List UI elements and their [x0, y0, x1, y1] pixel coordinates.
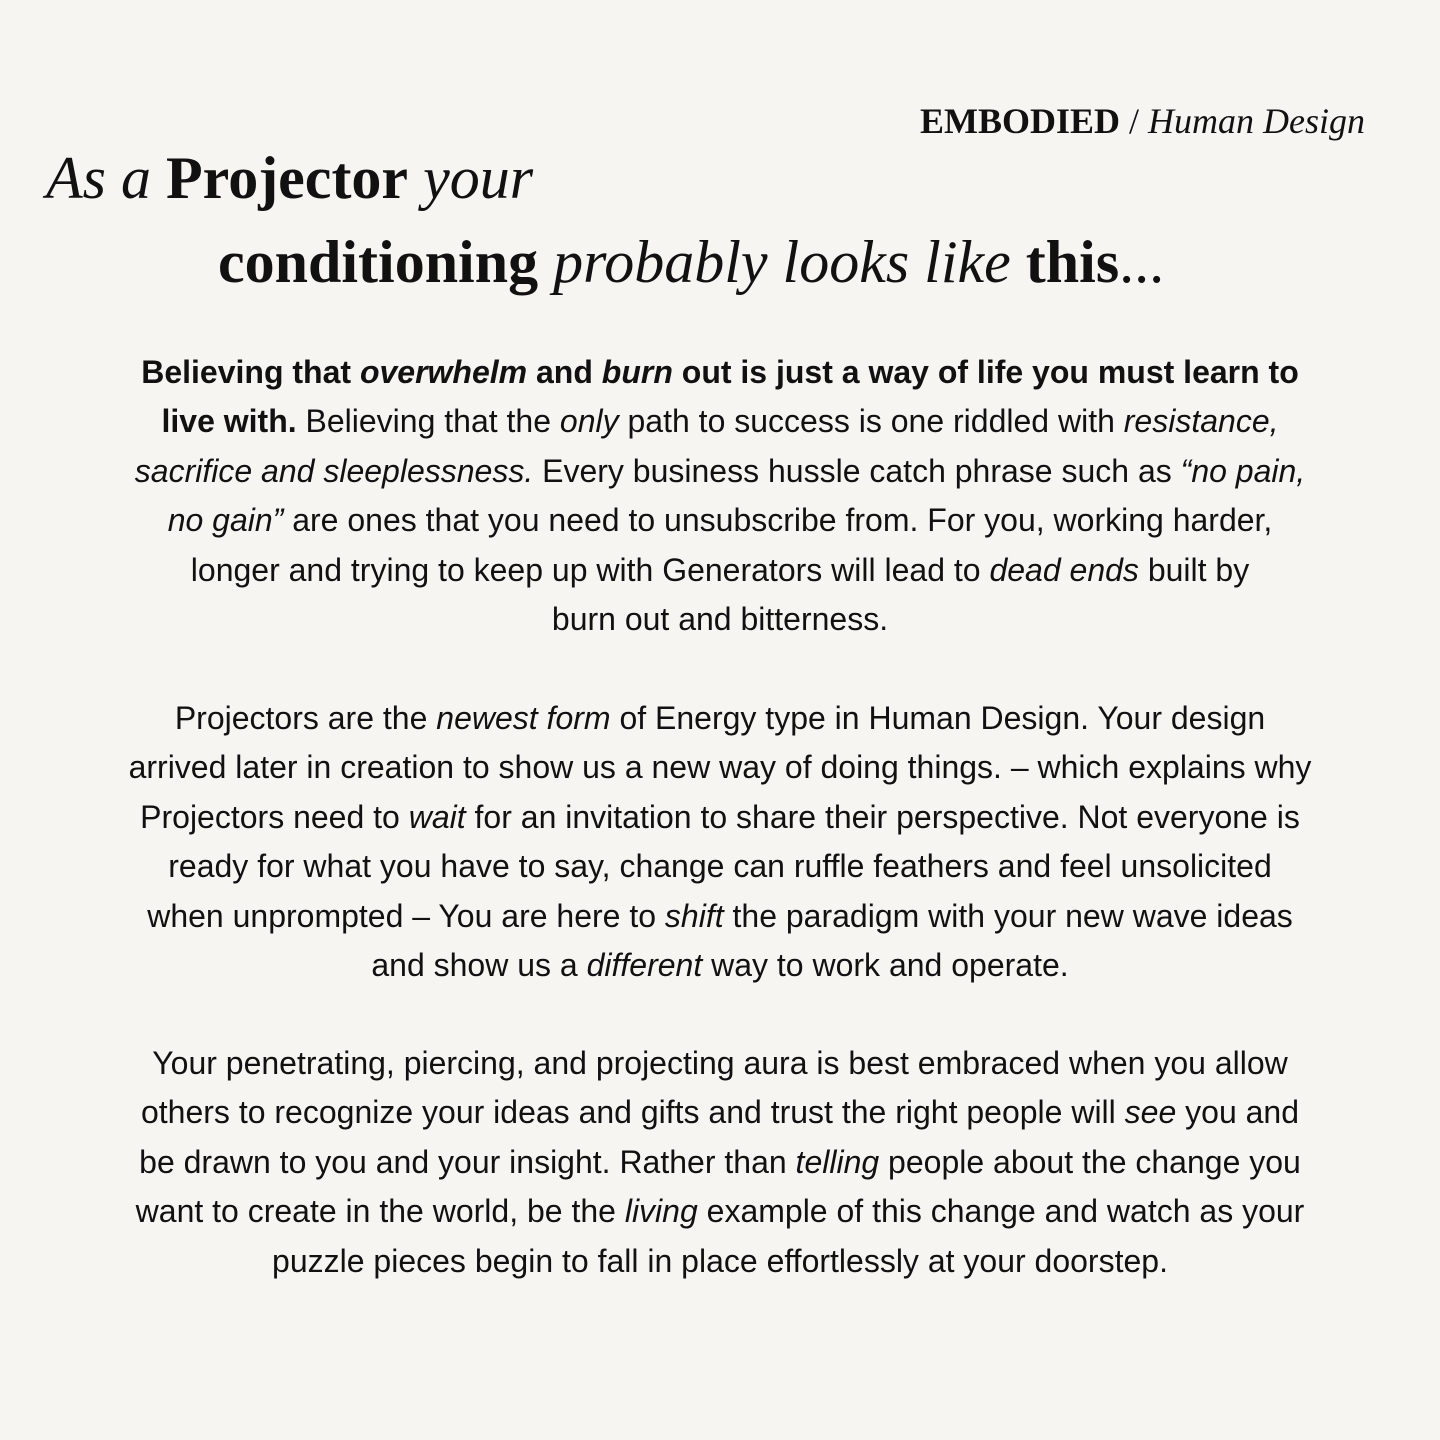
paragraph-line	[30, 496, 1410, 545]
text-run: way to work and operate.	[702, 947, 1069, 984]
text-run: burn out and bitterness.	[551, 601, 889, 638]
paragraph-1	[30, 348, 1410, 644]
brand-subtitle: Human Design	[1148, 101, 1365, 141]
paragraph-line	[30, 743, 1410, 792]
paragraph-line	[30, 447, 1410, 496]
text-run: sacrifice and sleeplessness.	[134, 452, 534, 489]
headline-line-2	[218, 226, 1164, 298]
text-run: different	[586, 947, 703, 984]
text-run: path to success is one riddled with	[618, 403, 1124, 440]
paragraph-line	[30, 397, 1410, 446]
text-run: example of this change and watch as your	[697, 1193, 1305, 1230]
text-run: your	[408, 145, 534, 211]
text-run: ...	[1119, 229, 1165, 295]
text-run: wait	[408, 798, 466, 835]
text-run: living	[624, 1193, 698, 1230]
text-run: live with.	[161, 403, 297, 440]
text-run: for an invitation to share their perspective. Not everyone is	[465, 798, 1300, 835]
headline-line-1	[46, 142, 533, 214]
text-run: others to recognize your ideas and gifts and trust the right people will	[140, 1094, 1125, 1131]
text-run: of Energy type in Human Design. Your design	[610, 700, 1266, 736]
text-run: only	[559, 403, 619, 440]
text-run: are ones that you need to unsubscribe from. For you, working harder,	[283, 502, 1273, 539]
text-run: you and	[1176, 1094, 1300, 1131]
text-run: probably looks like	[538, 229, 1026, 295]
paragraph-line	[30, 1237, 1410, 1286]
text-run: puzzle pieces begin to fall in place effortlessly at your doorstep.	[272, 1242, 1168, 1279]
text-run: and show us a	[371, 947, 587, 984]
text-run: shift	[664, 897, 724, 934]
text-run: Projector	[166, 145, 409, 211]
text-run: dead ends	[989, 551, 1139, 588]
text-run: out is just a way of life you must learn to	[672, 354, 1299, 390]
text-run: Projectors are the	[174, 700, 437, 736]
text-run: and	[527, 354, 602, 390]
text-run: Believing that	[141, 354, 360, 390]
text-run: when unprompted – You are here to	[147, 897, 665, 934]
text-run: want to create in the world, be the	[135, 1193, 625, 1230]
paragraph-line	[30, 1187, 1410, 1236]
paragraph-line	[30, 1138, 1410, 1187]
paragraph-line	[30, 941, 1410, 990]
text-run: Projectors need to	[140, 798, 409, 835]
text-run: the paradigm with your new wave ideas	[723, 897, 1293, 934]
paragraph-line	[30, 1088, 1410, 1137]
text-run: resistance,	[1123, 403, 1279, 440]
paragraph-2	[30, 694, 1410, 990]
text-run: burn	[601, 354, 673, 390]
text-run: telling	[795, 1143, 880, 1180]
paragraph-line	[30, 595, 1410, 644]
text-run: no gain”	[167, 502, 284, 539]
brand-header	[920, 98, 1365, 144]
text-run: newest form	[436, 700, 611, 736]
paragraph-line	[30, 793, 1410, 842]
text-run: conditioning	[218, 229, 539, 295]
text-run: built by	[1138, 551, 1250, 588]
text-run: be drawn to you and your insight. Rather than	[139, 1143, 796, 1180]
paragraph-3	[30, 1039, 1410, 1286]
text-run: arrived later in creation to show us a new way of doing things. – which explains why	[128, 749, 1312, 786]
paragraph-line	[30, 892, 1410, 941]
text-run: longer and trying to keep up with Generators will lead to	[190, 551, 990, 588]
text-run: Every business hussle catch phrase such as	[533, 452, 1181, 489]
text-run: people about the change you	[879, 1143, 1301, 1180]
text-run: “no pain,	[1180, 452, 1306, 489]
text-run: ready for what you have to say, change can ruffle feathers and feel unsolicited	[168, 848, 1272, 885]
text-run: Your penetrating, piercing, and projecting aura is best embraced when you allow	[152, 1045, 1288, 1081]
brand-separator: /	[1120, 101, 1149, 141]
paragraph-line	[30, 546, 1410, 595]
text-run: this	[1025, 229, 1120, 295]
text-run: see	[1124, 1094, 1177, 1131]
text-run: As a	[46, 145, 166, 211]
paragraph-line	[30, 842, 1410, 891]
brand-name: EMBODIED	[919, 101, 1120, 141]
text-run: overwhelm	[359, 354, 528, 390]
paragraph-line	[30, 348, 1410, 397]
paragraph-line	[30, 1039, 1410, 1088]
text-run: Believing that the	[296, 403, 560, 440]
paragraph-line	[30, 694, 1410, 743]
